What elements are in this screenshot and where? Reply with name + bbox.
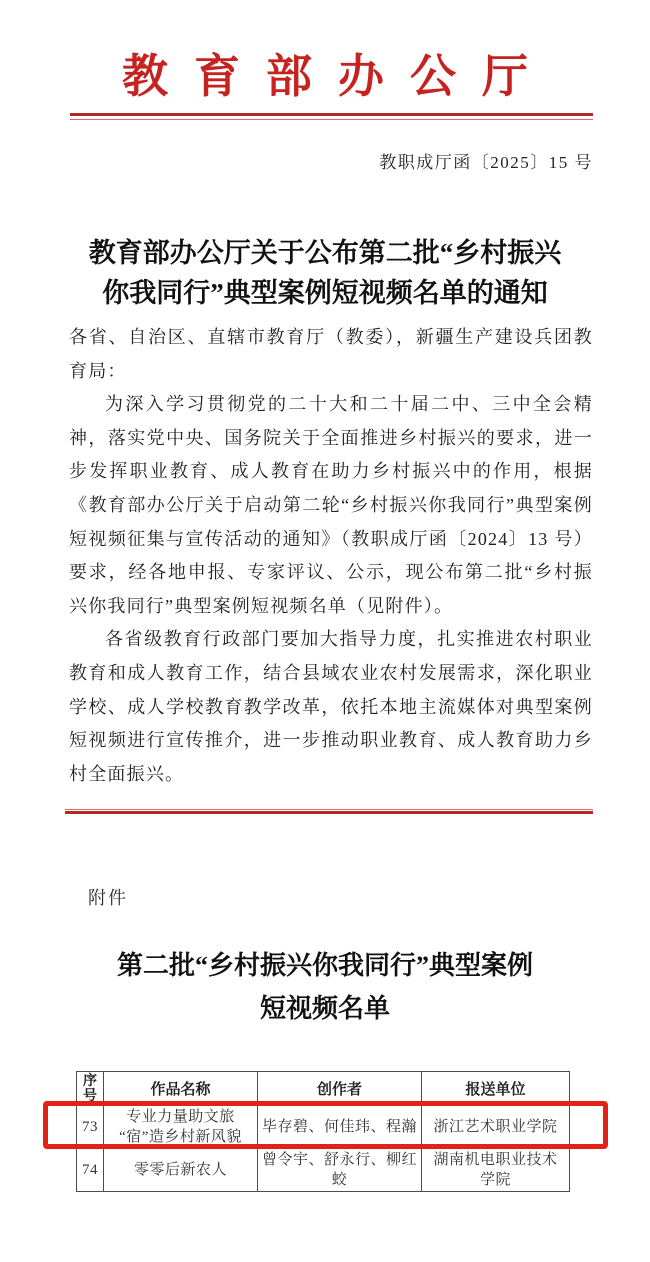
- table-row: [77, 1105, 570, 1149]
- body-paragraph-2: 各省级教育行政部门要加大指导力度，扎实推进农村职业教育和成人教育工作，结合县域农业农村发展需求，深化职业学校、成人学校教育教学改革，依托本地主流媒体对典型案例短视频进行宣传推介，进一步推动职业教育、成人教育助力乡村全面振兴。: [69, 629, 593, 784]
- cell-work-line-1: 零零后新农人: [133, 1162, 227, 1178]
- shortlist-table: [76, 1071, 570, 1192]
- red-divider-top-thin-line: [70, 119, 593, 120]
- attachment-title-line-1: 第二批“乡村振兴你我同行”典型案例: [116, 951, 533, 980]
- notice-title-line-2: 你我同行”典型案例短视频名单的通知: [102, 278, 548, 308]
- cell-unit-line-1: 浙江艺术职业学院: [433, 1118, 558, 1135]
- column-header-unit: 报送单位: [422, 1072, 570, 1105]
- red-divider-top-thick-line: [70, 113, 593, 116]
- cell-work: [104, 1105, 258, 1149]
- red-divider-bottom-thin-line: [65, 809, 593, 810]
- cell-seq: 74: [77, 1149, 104, 1192]
- salutation: 各省、自治区、直辖市教育厅（教委），新疆生产建设兵团教育局：: [69, 327, 593, 381]
- document-number: 教职成厅函〔2025〕15 号: [379, 153, 593, 172]
- notice-title-line-1: 教育部办公厅关于公布第二批“乡村振兴: [88, 238, 562, 268]
- attachment-title-line-2: 短视频名单: [259, 994, 390, 1023]
- cell-work: [104, 1149, 258, 1192]
- shortlist-table-wrap: [76, 1071, 569, 1192]
- cell-creators: 毕存碧、何佳玮、程瀚: [258, 1105, 422, 1149]
- red-divider-bottom: [65, 809, 593, 814]
- attachment-title: [0, 944, 650, 1030]
- cell-seq: 73: [77, 1105, 104, 1149]
- red-divider-top: [70, 113, 593, 120]
- notice-body: [69, 321, 593, 791]
- column-header-work: 作品名称: [104, 1072, 258, 1105]
- cell-unit: [422, 1149, 570, 1192]
- agency-header: 教育部办公厅: [122, 51, 554, 102]
- table-header-row: [77, 1072, 570, 1105]
- notice-title: [0, 233, 650, 313]
- column-header-seq: 序号: [77, 1072, 104, 1105]
- cell-work-line-1: 专业力量助文旅: [126, 1108, 235, 1125]
- body-paragraph-1: 为深入学习贯彻党的二十大和二十届二中、三中全会精神，落实党中央、国务院关于全面推进乡村振兴的要求，进一步发挥职业教育、成人教育在助力乡村振兴中的作用，根据《教育部办公厅关于启动第二轮“乡村振兴你我同行”典型案例短视频征集与宣传活动的通知》（教职成厅函〔2024〕13 号）要求，经各地申报、专家评议、公示，现公布第二批“乡村振兴你我同行”典型案例短视频名单（见附件）。: [69, 394, 593, 616]
- cell-creators: 曾令宇、舒永行、柳红蛟: [258, 1149, 422, 1192]
- column-header-creators: 创作者: [258, 1072, 422, 1105]
- cell-unit: [422, 1105, 570, 1149]
- cell-unit-line-1: 湖南机电职业技术: [433, 1152, 558, 1168]
- table-row: [77, 1149, 570, 1192]
- red-divider-bottom-thick-line: [65, 811, 593, 814]
- cell-unit-line-2: 学院: [479, 1172, 511, 1188]
- cell-work-line-2: “宿”造乡村新风貌: [119, 1128, 242, 1145]
- attachment-label: 附件: [88, 888, 128, 908]
